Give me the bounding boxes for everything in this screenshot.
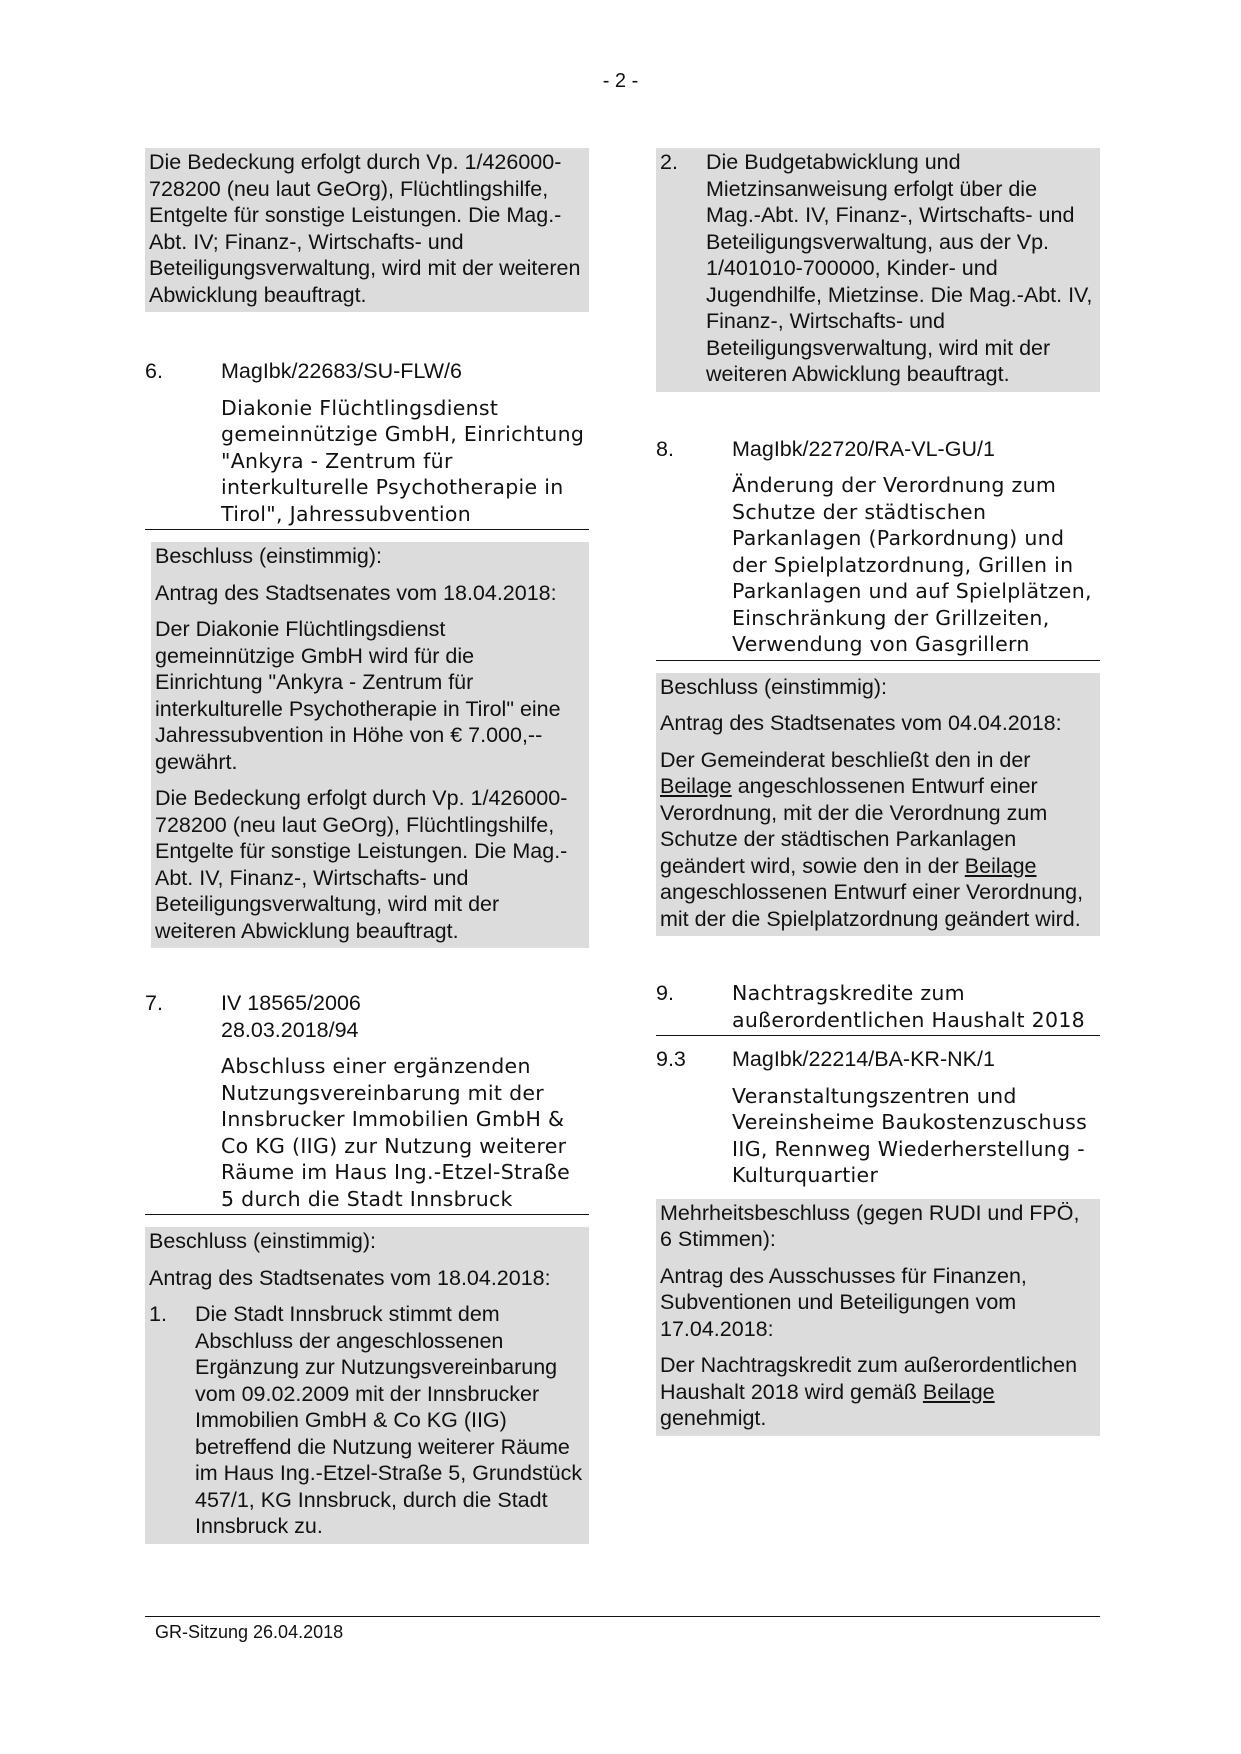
- beilage-link[interactable]: Beilage: [660, 774, 732, 798]
- beilage-link[interactable]: Beilage: [964, 853, 1037, 878]
- footer-divider: [145, 1616, 1100, 1617]
- funding-text: Die Bedeckung erfolgt durch Vp. 1/426000-728200 (neu laut GeOrg), Flüchtlingshilfe, Entgelte für sonstige Leistungen. Die Mag.-Abt. IV, Finanz-, Wirtschafts- und Beteiligungsverwaltung, wird mit der weiteren Abwicklung beauftragt.: [155, 786, 568, 943]
- agenda-item-reference: MagIbk/22683/SU-FLW/6: [221, 359, 462, 383]
- point-number: 1.: [149, 1302, 167, 1326]
- decision-point-2: [656, 149, 1100, 388]
- agenda-item-number: 7.: [145, 991, 163, 1015]
- reference-line: IV 18565/2006: [221, 991, 361, 1015]
- agenda-item-title: Diakonie Flüchtlingsdienst gemeinnützige GmbH, Einrichtung "Ankyra - Zentrum für interkulturelle Psychotherapie in Tirol", Jahressubvention: [221, 395, 585, 526]
- agenda-item-9-3-decision: [656, 1199, 1100, 1436]
- page-number: - 2 -: [602, 70, 639, 92]
- motion-label: Antrag des Ausschusses für Finanzen, Subventionen und Beteiligungen vom 17.04.2018:: [660, 1263, 1027, 1341]
- beilage-link[interactable]: Beilage: [922, 1379, 995, 1404]
- point-number: 2.: [660, 150, 678, 174]
- decision-point-1: [145, 1301, 589, 1540]
- decision-text: Der Diakonie Flüchtlingsdienst gemeinnützige GmbH wird für die Einrichtung "Ankyra - Zentrum für interkulturelle Psychotherapie in Tirol" eine Jahressubvention in Höhe von € 7.000,-- gewährt.: [155, 617, 561, 774]
- agenda-item-6-decision: [151, 542, 589, 948]
- agenda-item-title: Veranstaltungszentren und Vereinsheime Baukostenzuschuss IIG, Rennweg Wiederherstellung - Kulturquartier: [732, 1083, 1088, 1187]
- agenda-item-reference: MagIbk/22720/RA-VL-GU/1: [732, 436, 995, 461]
- point-text: Die Budgetabwicklung und Mietzinsanweisung erfolgt über die Mag.-Abt. IV, Finanz-, Wirtschafts- und Beteiligungsverwaltung, aus der Vp. 1/401010-700000, Kinder- und Jugendhilfe, Mietzinse. Die Mag.-Abt. IV, Finanz-, Wirtschafts- und Beteiligungsverwaltung, wird mit der weiteren Abwicklung beauftragt.: [706, 150, 1093, 386]
- motion-label: Antrag des Stadtsenates vom 18.04.2018:: [149, 1265, 551, 1290]
- decision-text: [656, 747, 1100, 933]
- resolution-label: Beschluss (einstimmig):: [660, 674, 887, 699]
- continued-funding-text: Die Bedeckung erfolgt durch Vp. 1/426000-728200 (neu laut GeOrg), Flüchtlingshilfe, Entgelte für sonstige Leistungen. Die Mag.-Abt. IV; Finanz-, Wirtschafts- und Beteiligungsverwaltung, wird mit der weiteren Abwicklung beauftragt.: [149, 150, 581, 307]
- motion-label: Antrag des Stadtsenates vom 18.04.2018:: [155, 580, 557, 605]
- motion-label: Antrag des Stadtsenates vom 04.04.2018:: [660, 711, 1062, 735]
- agenda-item-number: 9.3: [656, 1047, 686, 1071]
- agenda-item-7-header: [145, 990, 589, 1215]
- agenda-item-8-header: [656, 436, 1100, 661]
- agenda-item-reference: MagIbk/22214/BA-KR-NK/1: [732, 1047, 995, 1071]
- agenda-item-8-decision: [656, 673, 1100, 937]
- reference-date: 28.03.2018/94: [221, 1017, 359, 1042]
- decision-text-part: genehmigt.: [660, 1406, 767, 1430]
- agenda-item-title: Nachtragskredite zum außerordentlichen Haushalt 2018: [732, 981, 1086, 1032]
- agenda-item-7-decision: [145, 1227, 589, 1544]
- footer-session-date: GR-Sitzung 26.04.2018: [155, 1622, 344, 1642]
- agenda-item-title: Änderung der Verordnung zum Schutze der städtischen Parkanlagen (Parkordnung) und der Spielplatzordnung, Grillen in Parkanlagen und auf Spielplätzen, Einschränkung der Grillzeiten, Verwendung von Gasgrillern: [732, 473, 1092, 656]
- decision-text-part: Der Gemeinderat beschließt den in der: [660, 747, 1031, 772]
- point-text: Die Stadt Innsbruck stimmt dem Abschluss der angeschlossenen Ergänzung zur Nutzungsvereinbarung vom 09.02.2009 mit der Innsbrucker Immobilien GmbH & Co KG (IIG) betreffend die Nutzung weiterer Räume im Haus Ing.-Etzel-Straße 5, Grundstück 457/1, KG Innsbruck, durch die Stadt Innsbruck zu.: [195, 1302, 583, 1538]
- agenda-item-6-header: [145, 358, 589, 530]
- agenda-item-number: 6.: [145, 359, 163, 383]
- continued-funding-block: [145, 148, 589, 312]
- agenda-item-9-header: [656, 980, 1100, 1036]
- agenda-item-reference: [221, 990, 589, 1043]
- decision-text-part: angeschlossenen Entwurf einer Verordnung, mit der die Spielplatzordnung geändert wird.: [660, 880, 1084, 931]
- decision-text-part: angeschlossenen Entwurf einer Verordnung, mit der die Verordnung zum Schutze der städtischen Parkanlagen geändert wird, sowie den in der: [660, 774, 1048, 878]
- decision-text-part: Der Nachtragskredit zum außerordentlichen Haushalt 2018 wird gemäß: [660, 1353, 1078, 1404]
- agenda-item-9-3-header: [656, 1046, 1100, 1189]
- agenda-item-number: 9.: [656, 981, 674, 1005]
- resolution-label: Beschluss (einstimmig):: [155, 544, 382, 568]
- resolution-label: Beschluss (einstimmig):: [149, 1229, 376, 1253]
- agenda-item-title: Abschluss einer ergänzenden Nutzungsvereinbarung mit der Innsbrucker Immobilien GmbH & Co KG (IIG) zur Nutzung weiterer Räume im Haus Ing.-Etzel-Straße 5 durch die Stadt Innsbruck: [221, 1054, 571, 1211]
- left-column: [145, 148, 589, 1544]
- decision-text: [656, 1352, 1100, 1432]
- right-column: [656, 148, 1100, 1436]
- agenda-item-number: 8.: [656, 436, 674, 461]
- continued-point-2-block: [656, 148, 1100, 392]
- resolution-label: Mehrheitsbeschluss (gegen RUDI und FPÖ, 6 Stimmen):: [660, 1200, 1080, 1251]
